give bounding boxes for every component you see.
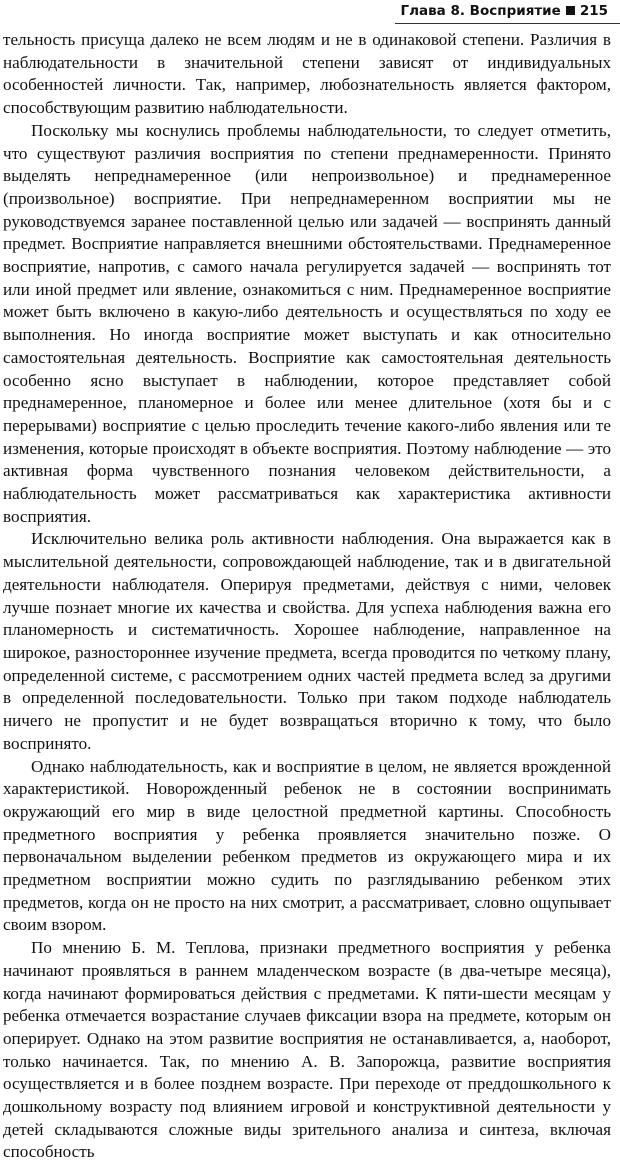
square-bullet-icon xyxy=(566,6,575,15)
chapter-title: Глава 8. Восприятие xyxy=(400,3,561,19)
body-text xyxy=(3,29,611,1164)
paragraph: Поскольку мы коснулись проблемы наблюдательности, то следует отметить, что существуют различия восприятия по степени преднамеренности. Принято выделять непреднамеренное (или непроизвольное) и преднамеренное (произвольное) восприятие. При непреднамеренном восприятии мы не руководствуемся заранее поставленной целью или задачей — воспринять данный предмет. Восприятие направляется внешними обстоятельствами. Преднамеренное восприятие, напротив, с самого начала регулируется задачей — воспринять тот или иной предмет или явление, ознакомиться с ним. Преднамеренное восприятие может быть включено в какую-либо деятельность и осуществляться по ходу ее выполнения. Но иногда восприятие может выступать и как относительно самостоятельная деятельность. Восприятие как самостоятельная деятельность особенно ясно выступает в наблюдении, которое представляет собой преднамеренное, планомерное и более или менее длительное (хотя бы и с перерывами) восприятие с целью проследить течение какого-либо явления или те изменения, которые происходят в объекте восприятия. Поэтому наблюдение — это активная форма чувственного познания человеком действительности, а наблюдательность может рассматриваться как характеристика активности восприятия. xyxy=(3,120,611,526)
paragraph: По мнению Б. М. Теплова, признаки предметного восприятия у ребенка начинают проявляться в раннем младенческом возрасте (в два-четыре месяца), когда начинают формироваться действия с предметами. К пяти-шести месяцам у ребенка отмечается возрастание случаев фиксации взора на предмете, которым он оперирует. Однако на этом развитие восприятия не останавливается, а, наоборот, только начинается. Так, по мнению А. В. Запорожца, развитие восприятия осуществляется и в более позднем возрасте. При переходе от преддошкольного к дошкольному возрасту под влиянием игровой и конструктивной деятельности у детей складываются сложные виды зрительного анализа и синтеза, включая способность xyxy=(3,938,611,1162)
page-number: 215 xyxy=(579,3,608,19)
paragraph: Исключительно велика роль активности наблюдения. Она выражается как в мыслительной деятельности, сопровождающей наблюдение, так и в двигательной деятельности наблюдателя. Оперируя предметами, действуя с ними, человек лучше познает многие их качества и свойства. Для успеха наблюдения важна его планомерность и систематичность. Хорошее наблюдение, направленное на широкое, разностороннее изучение предмета, всегда проводится по четкому плану, определенной системе, с рассмотрением одних частей предмета вслед за другими в определенной последовательности. Только при таком подходе наблюдатель ничего не пропустит и не будет возвращаться вторично к тому, что было воспринято. xyxy=(3,529,611,753)
header-rule xyxy=(395,23,620,24)
paragraph: тельность присуща далеко не всем людям и не в одинаковой степени. Различия в наблюдательности в значительной степени зависят от индивидуальных особенностей личности. Так, например, любознательность является фактором, способствующим развитию наблюдательности. xyxy=(3,30,611,118)
running-head xyxy=(401,2,609,20)
paragraph: Однако наблюдательность, как и восприятие в целом, не является врожденной характеристикой. Новорожденный ребенок не в состоянии воспринимать окружающий его мир в виде целостной предметной картины. Способность предметного восприятия у ребенка проявляется значительно позже. О первоначальном выделении ребенком предметов из окружающего мира и их предметном восприятии можно судить по разглядыванию ребенком этих предметов, когда он не просто на них смотрит, а рассматривает, словно ощупывает своим взором. xyxy=(3,756,611,935)
